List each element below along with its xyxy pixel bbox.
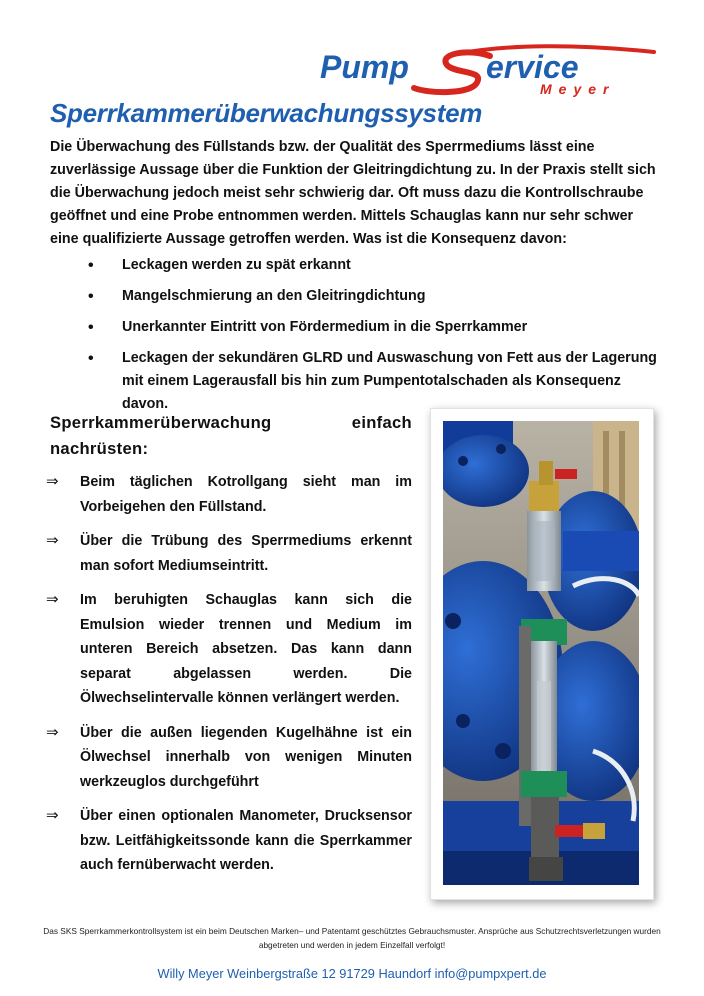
page-title: Sperrkammerüberwachungssystem	[50, 98, 483, 128]
contact-address: Willy Meyer Weinbergstraße 12 91729 Haundorf info@pumpxpert.de	[157, 966, 547, 981]
list-item	[46, 529, 412, 578]
list-item: • Leckagen werden zu spät erkannt	[50, 254, 660, 277]
arrow-icon: ⇒	[46, 473, 59, 490]
list-item	[46, 588, 412, 711]
list-item-text: Über die Trübung des Sperrmediums erkennt man sofort Mediumseintritt.	[80, 533, 412, 574]
list-item-text: Über einen optionalen Manometer, Drucksensor bzw. Leitfähigkeitssonde kann die Sperrkammer auch fernüberwacht werden.	[80, 808, 412, 873]
arrow-icon: ⇒	[46, 807, 59, 824]
list-item	[46, 470, 412, 519]
benefit-list	[46, 470, 412, 888]
list-item	[46, 804, 412, 878]
list-item-text: Im beruhigten Schauglas kann sich die Emulsion wieder trennen und Medium im unteren Bereich absetzen. Das kann dann separat abgelassen werden. Die Ölwechselintervalle können verlängert werden.	[80, 592, 412, 706]
logo-text-ervice: ervice	[486, 49, 579, 85]
list-item-text: Beim täglichen Kotrollgang sieht man im Vorbeigehen den Füllstand.	[80, 474, 412, 515]
product-photo-frame	[430, 408, 654, 900]
legal-footnote: Das SKS Sperrkammerkontrollsystem ist ein beim Deutschen Marken– und Patentamt geschütztes Gebrauchsmuster. Ansprüche aus Schutzrechtsverletzungen wurden abgetreten und werden in jedem Einzelfall verfolgt!	[43, 926, 661, 950]
arrow-icon: ⇒	[46, 591, 59, 608]
intro-paragraph: Die Überwachung des Füllstands bzw. der Qualität des Sperrmediums lässt eine zuverlässige Aussage über die Funktion der Gleitringdichtung zu. In der Praxis stellt sich die Überwachung jedoch meist sehr schwierig dar. Oft muss dazu die Kontrollschraube geöffnet und eine Probe entnommen werden. Mittels Schauglas kann nur sehr schwer eine qualifizierte Aussage getroffen werden. Was ist die Konsequenz davon:	[50, 139, 656, 247]
list-item-text: Über die außen liegenden Kugelhähne ist ein Ölwechsel innerhalb von wenigen Minuten werkzeuglos durchgeführt	[80, 724, 412, 790]
list-item	[46, 721, 412, 795]
consequence-list	[50, 254, 660, 424]
logo-text-meyer: Meyer	[540, 81, 616, 97]
arrow-icon: ⇒	[46, 532, 59, 549]
logo-swoosh-s	[414, 52, 490, 92]
list-item: • Mangelschmierung an den Gleitringdichtung	[50, 285, 660, 308]
pumpservice-logo	[318, 44, 658, 100]
section-heading: Sperrkammerüberwachung einfach nachrüsten:	[50, 413, 412, 458]
list-item: • Unerkannter Eintritt von Fördermedium in die Sperrkammer	[50, 316, 660, 339]
logo-text-pump: Pump	[320, 49, 409, 85]
pump-sight-glass-photo	[443, 421, 639, 885]
list-item: • Leckagen der sekundären GLRD und Auswaschung von Fett aus der Lagerung mit einem Lagerausfall bis hin zum Pumpentotalschaden als Konsequenz davon.	[50, 347, 660, 416]
arrow-icon: ⇒	[46, 723, 59, 741]
